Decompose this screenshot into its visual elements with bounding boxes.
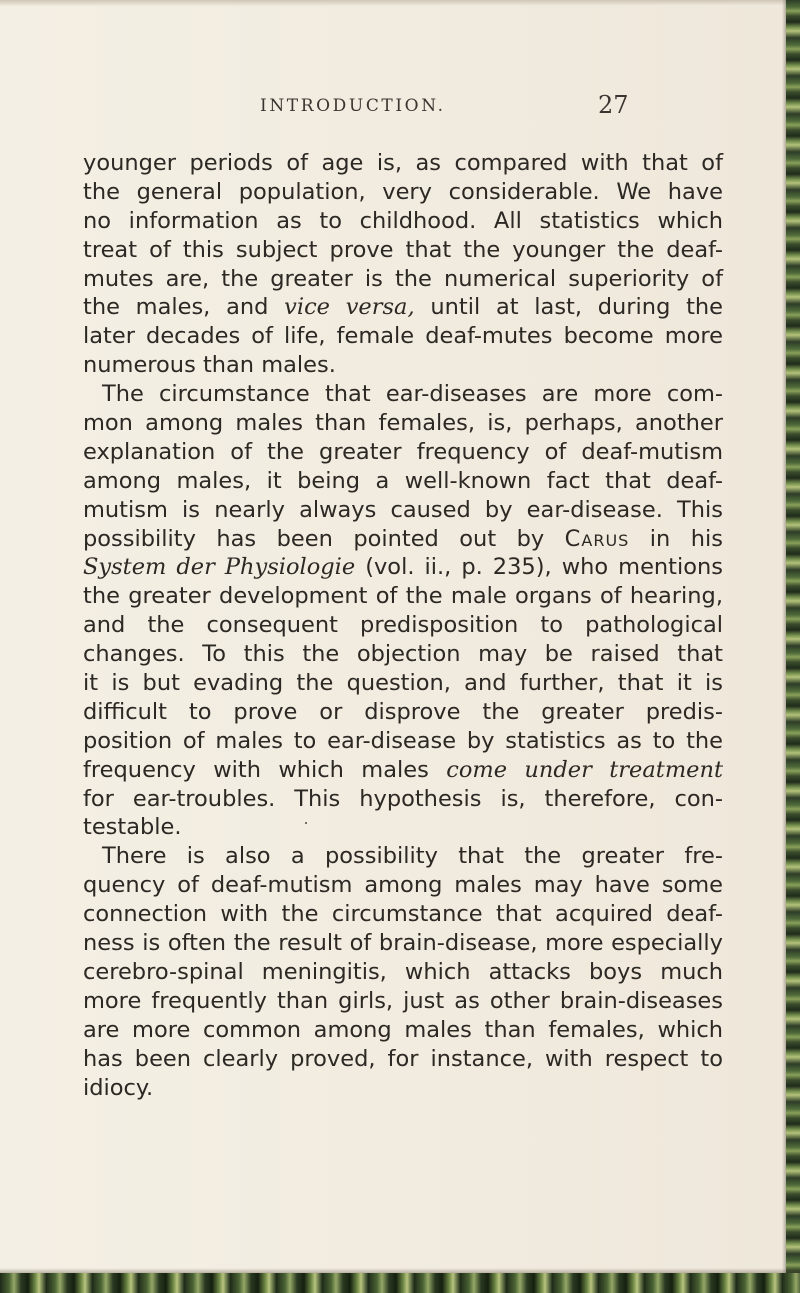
text-line: it is but evading the question, and further, that it is [83, 670, 723, 697]
book-title: System der Physiologie [83, 554, 356, 581]
text-line [83, 553, 723, 582]
text-run: the males, and [83, 294, 285, 321]
paper-speck [305, 822, 307, 824]
text-run: in his [629, 525, 723, 552]
text-line: The circumstance that ear-diseases are more com- [102, 381, 723, 408]
running-title: INTRODUCTION. [260, 96, 446, 116]
binding-edge-right [786, 0, 800, 1293]
text-line: has been clearly proved, for instance, with respect to [83, 1045, 723, 1072]
text-run: (vol. ii., p. 235), who mentions [355, 554, 723, 581]
page-top-edge [0, 0, 790, 6]
text-line: There is also a possibility that the greater fre- [102, 843, 723, 870]
text-line: explanation of the greater frequency of deaf-mutism [83, 438, 723, 465]
italic-phrase: vice versa, [284, 294, 415, 321]
text-line: mutism is nearly always caused by ear-disease. This [83, 496, 723, 523]
text-line: later decades of life, female deaf-mutes become more [83, 323, 723, 350]
binding-edge-bottom [0, 1273, 800, 1293]
text-line [83, 756, 723, 785]
text-line [83, 525, 723, 554]
text-line: are more common among males than females, which [83, 1016, 723, 1043]
text-line: no information as to childhood. All statistics which [83, 207, 723, 234]
text-line: the general population, very considerable. We have [83, 178, 723, 205]
text-line: younger periods of age is, as compared with that of [83, 150, 723, 176]
text-line: changes. To this the objection may be raised that [83, 641, 723, 668]
text-line: cerebro-spinal meningitis, which attacks boys much [83, 958, 723, 985]
text-line: and the consequent predisposition to pathological [83, 612, 723, 639]
text-line: mon among males than females, is, perhaps, another [83, 410, 723, 437]
text-line: ness is often the result of brain-disease, more especially [83, 930, 723, 957]
italic-phrase: come under treatment [446, 756, 724, 783]
text-line: more frequently than girls, just as other brain-diseases [83, 987, 723, 1014]
text-line: numerous than males. [83, 352, 336, 379]
text-line: mutes are, the greater is the numerical superiority of [83, 265, 723, 292]
paragraph-1 [83, 149, 723, 380]
text-line: the greater development of the male organs of hearing, [83, 583, 723, 610]
running-head [260, 93, 660, 123]
body-text [83, 149, 723, 1102]
text-line: position of males to ear-disease by statistics as to the [83, 727, 723, 754]
text-run: until at last, during the [414, 294, 724, 321]
text-line: difficult to prove or disprove the greater predis- [83, 698, 723, 725]
page-number: 27 [598, 91, 629, 119]
text-line: for ear-troubles. This hypothesis is, therefore, con- [83, 785, 723, 812]
text-line: idiocy. [83, 1074, 154, 1101]
text-line: quency of deaf-mutism among males may have some [83, 872, 723, 899]
paragraph-2 [83, 380, 723, 842]
text-run: possibility has been pointed out by [83, 525, 565, 552]
text-run: frequency with which males [83, 756, 447, 783]
author-name: Carus [564, 525, 630, 552]
text-line: treat of this subject prove that the younger the deaf- [83, 236, 723, 263]
text-line: testable. [83, 814, 182, 841]
text-line [83, 293, 723, 322]
text-line: connection with the circumstance that acquired deaf- [83, 901, 723, 928]
text-line: among males, it being a well-known fact that deaf- [83, 467, 723, 494]
paragraph-3 [83, 842, 723, 1102]
